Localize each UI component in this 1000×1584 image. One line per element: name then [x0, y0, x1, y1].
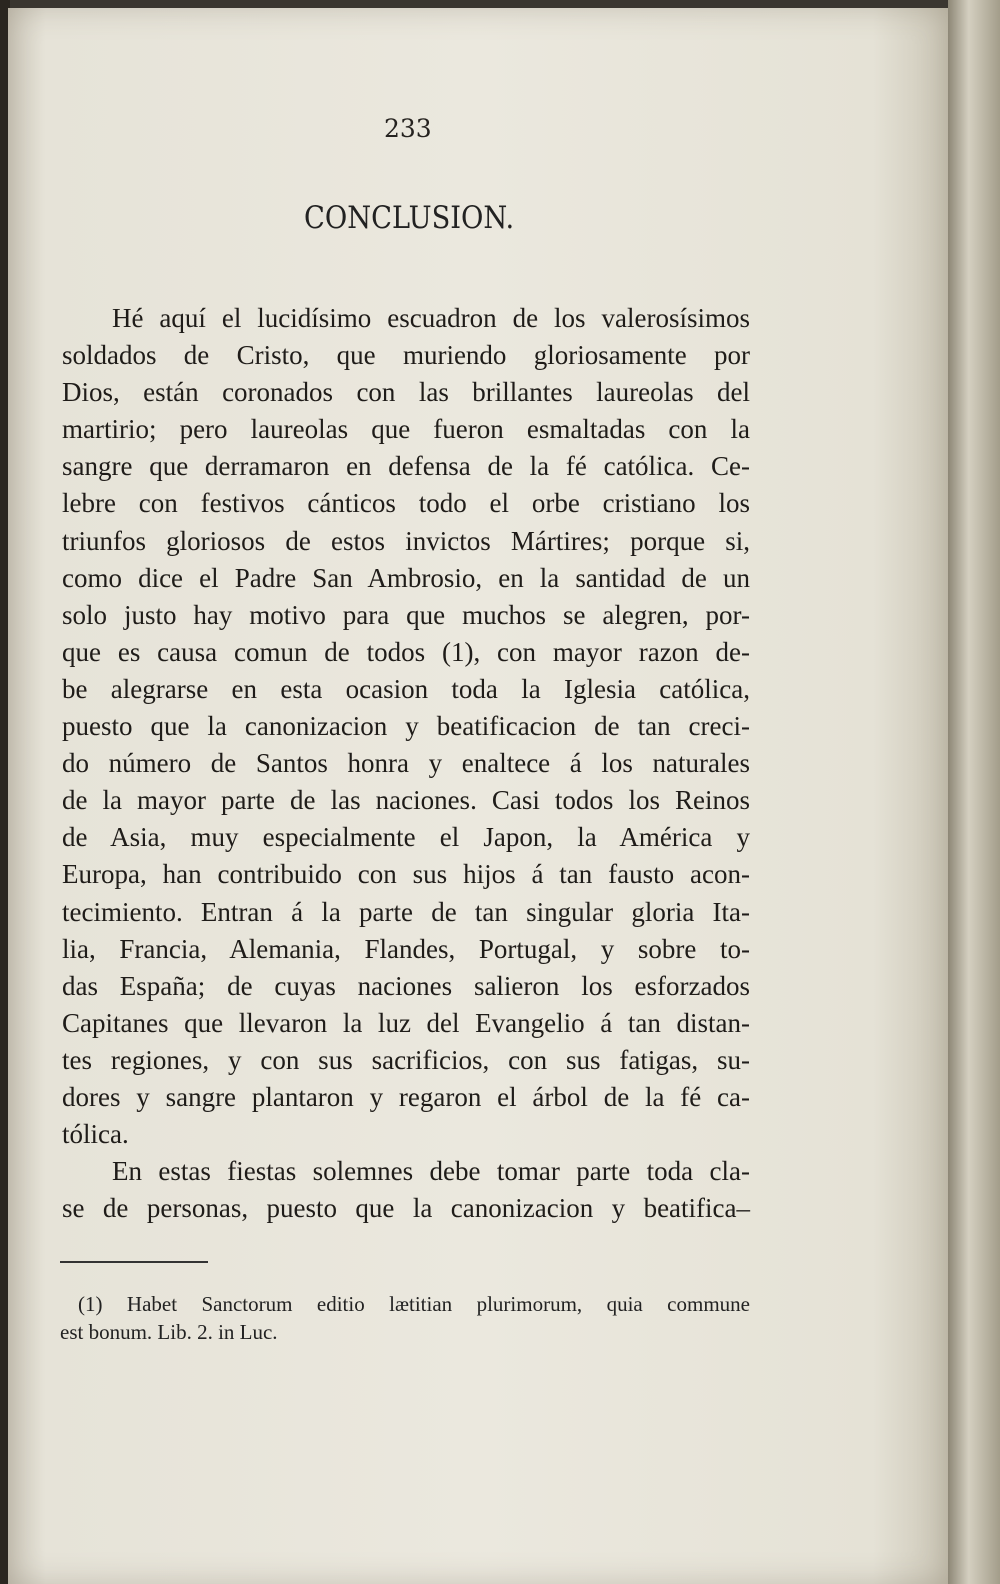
- text-line: tes regiones, y con sus sacrificios, con sus fatigas, su-: [62, 1044, 750, 1075]
- text-line: tólica.: [62, 1119, 129, 1150]
- text-line: En estas fiestas solemnes debe tomar parte toda cla-: [112, 1156, 750, 1187]
- text-line: sangre que derramaron en defensa de la fé católica. Ce-: [62, 451, 750, 482]
- footnote-line: est bonum. Lib. 2. in Luc.: [60, 1320, 278, 1344]
- text-line: do número de Santos honra y enaltece á los naturales: [62, 748, 750, 779]
- text-line: tecimiento. Entran á la parte de tan singular gloria Ita-: [62, 896, 750, 927]
- text-line: Europa, han contribuido con sus hijos á tan fausto acon-: [62, 859, 750, 890]
- text-line: como dice el Padre San Ambrosio, en la santidad de un: [62, 562, 750, 593]
- text-line: martirio; pero laureolas que fueron esmaltadas con la: [62, 414, 750, 445]
- body-text: [62, 300, 750, 1227]
- text-line: de Asia, muy especialmente el Japon, la América y: [62, 822, 750, 853]
- text-line: solo justo hay motivo para que muchos se alegren, por-: [62, 599, 750, 630]
- text-line: puesto que la canonizacion y beatificacion de tan creci-: [62, 711, 750, 742]
- text-line: be alegrarse en esta ocasion toda la Iglesia católica,: [62, 673, 750, 704]
- footnote: [60, 1290, 750, 1346]
- text-line: Dios, están coronados con las brillantes laureolas del: [62, 377, 750, 408]
- text-line: Hé aquí el lucidísimo escuadron de los valerosísimos: [112, 303, 750, 333]
- text-line: se de personas, puesto que la canonizacion y beatifica–: [62, 1193, 750, 1224]
- chapter-title: CONCLUSION.: [304, 200, 515, 236]
- page-number: 233: [384, 114, 432, 143]
- text-line: que es causa comun de todos (1), con mayor razon de-: [62, 636, 750, 667]
- text-line: lia, Francia, Alemania, Flandes, Portugal, y sobre to-: [62, 933, 750, 964]
- text-line: das España; de cuyas naciones salieron los esforzados: [62, 970, 750, 1001]
- footnote-divider: [60, 1261, 208, 1263]
- text-line: Capitanes que llevaron la luz del Evangelio á tan distan-: [62, 1007, 750, 1038]
- text-line: dores y sangre plantaron y regaron el árbol de la fé ca-: [62, 1081, 750, 1112]
- text-line: triunfos gloriosos de estos invictos Mártires; porque si,: [62, 525, 750, 556]
- text-line: lebre con festivos cánticos todo el orbe cristiano los: [62, 488, 750, 519]
- page-edges: [948, 0, 1000, 1584]
- footnote-line: (1) Habet Sanctorum editio lætitian plurimorum, quia commune: [78, 1292, 750, 1316]
- text-line: de la mayor parte de las naciones. Casi todos los Reinos: [62, 785, 750, 816]
- text-line: soldados de Cristo, que muriendo gloriosamente por: [62, 340, 750, 371]
